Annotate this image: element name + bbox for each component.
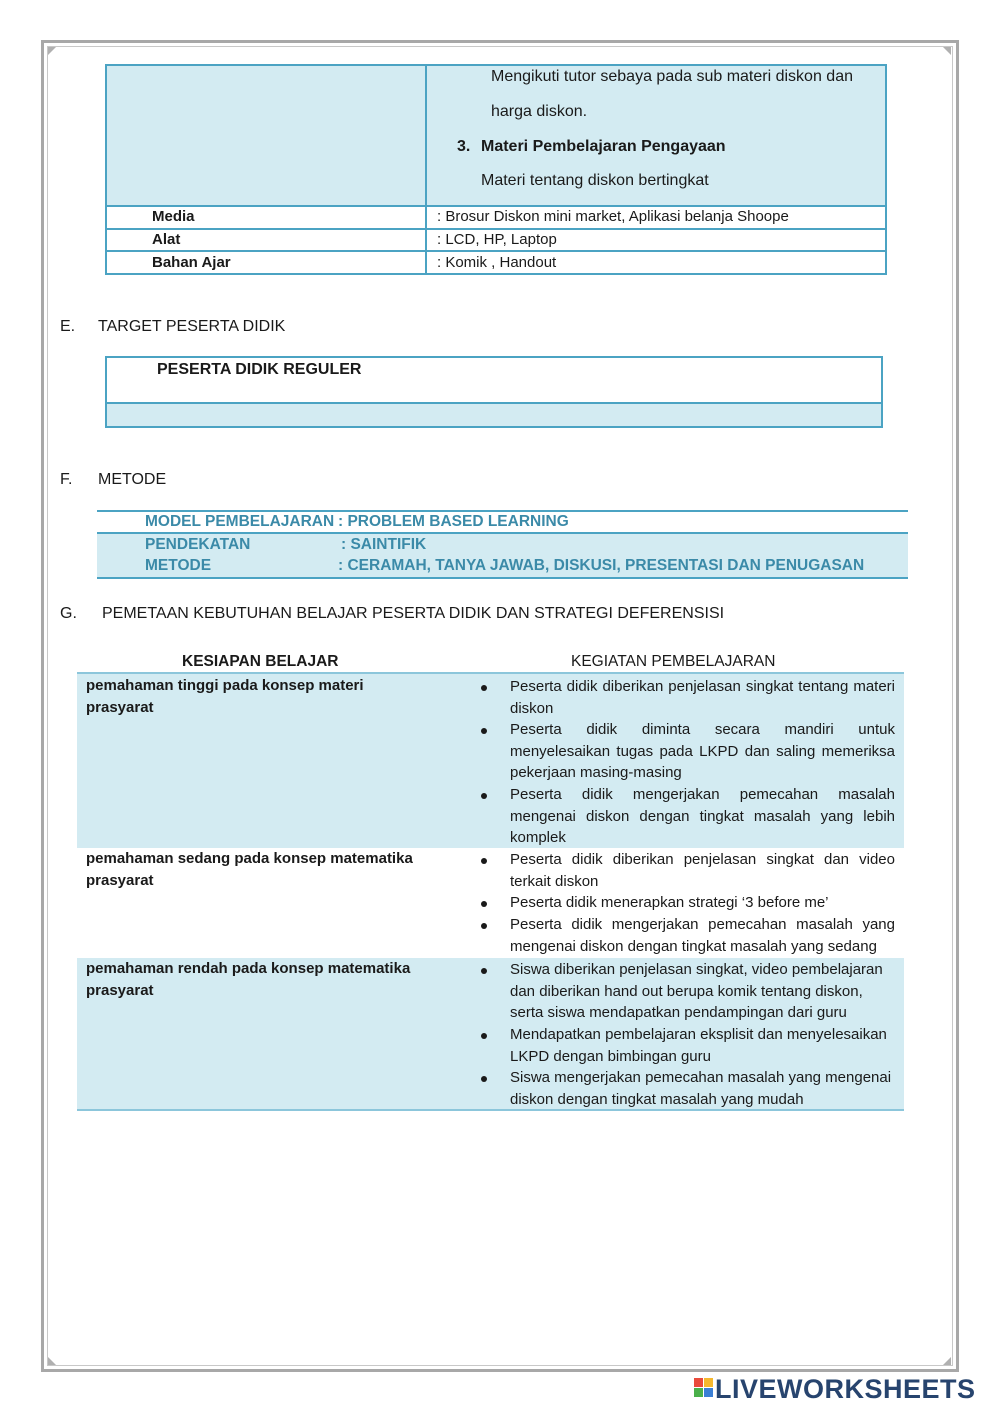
col-header-kesiapan: KESIAPAN BELAJAR xyxy=(182,653,339,670)
logo-square-icon xyxy=(694,1378,703,1387)
pendekatan-value: : SAINTIFIK xyxy=(341,536,427,553)
activity-item: Peserta didik menerapkan strategi ‘3 before me’ xyxy=(510,894,829,911)
pendekatan-label: PENDEKATAN xyxy=(145,536,251,553)
bullet-icon xyxy=(481,901,487,907)
activity-item: Peserta didik diberikan penjelasan singkat tentang materi diskon xyxy=(510,678,895,717)
materi-item-number: 3. xyxy=(457,138,471,155)
logo-square-icon xyxy=(704,1388,713,1397)
readiness-text: pemahaman rendah pada konsep matematika xyxy=(86,960,411,977)
metode-value: : CERAMAH, TANYA JAWAB, DISKUSI, PRESENTASI DAN PENUGASAN xyxy=(338,557,865,574)
table-bottom-rule xyxy=(77,1109,904,1111)
bahan-ajar-label: Bahan Ajar xyxy=(152,254,231,271)
bullet-icon xyxy=(481,968,487,974)
activity-item: Peserta didik diminta secara mandiri untuk menyelesaikan tugas pada LKPD dan saling memeriksa pekerjaan masing-masing xyxy=(510,721,895,781)
materi-left-cell xyxy=(105,64,427,207)
bullet-icon xyxy=(481,858,487,864)
logo-square-icon xyxy=(704,1378,713,1387)
section-f-letter: F. xyxy=(60,471,73,488)
bullet-icon xyxy=(481,728,487,734)
alat-label: Alat xyxy=(152,231,181,248)
alat-value: : LCD, HP, Laptop xyxy=(437,231,557,248)
media-label: Media xyxy=(152,208,195,225)
metode-rule-top xyxy=(97,510,908,512)
corner-ornament xyxy=(943,47,951,55)
materi-item-text: Materi tentang diskon bertingkat xyxy=(481,172,709,189)
section-g-title: PEMETAAN KEBUTUHAN BELAJAR PESERTA DIDIK DAN STRATEGI DEFERENSISI xyxy=(102,605,725,622)
model-value: : PROBLEM BASED LEARNING xyxy=(338,513,569,530)
bullet-icon xyxy=(481,1076,487,1082)
section-e-title: TARGET PESERTA DIDIK xyxy=(98,318,286,335)
col-header-kegiatan: KEGIATAN PEMBELAJARAN xyxy=(571,653,776,670)
corner-ornament xyxy=(943,1357,951,1365)
readiness-text: prasyarat xyxy=(86,982,154,999)
metode-rule-mid xyxy=(97,532,908,534)
activity-item: Peserta didik diberikan penjelasan singkat dan video terkait diskon xyxy=(510,851,895,890)
readiness-text: prasyarat xyxy=(86,699,154,716)
logo-square-icon xyxy=(694,1388,703,1397)
activity-item: Peserta didik mengerjakan pemecahan masalah mengenai diskon dengan tingkat masalah yang lebih komplek xyxy=(510,786,895,846)
target-box-fill xyxy=(105,402,883,428)
activity-item: Siswa mengerjakan pemecahan masalah yang mengenai diskon dengan tingkat masalah yang mudah xyxy=(510,1069,892,1108)
materi-line: harga diskon. xyxy=(491,103,588,120)
readiness-text: pemahaman tinggi pada konsep materi xyxy=(86,677,364,694)
materi-item-title: Materi Pembelajaran Pengayaan xyxy=(481,138,726,155)
media-value: : Brosur Diskon mini market, Aplikasi belanja Shoope xyxy=(437,208,789,225)
corner-ornament xyxy=(48,1357,56,1365)
bullet-icon xyxy=(481,1033,487,1039)
readiness-text: pemahaman sedang pada konsep matematika xyxy=(86,850,413,867)
readiness-text: prasyarat xyxy=(86,872,154,889)
metode-label: METODE xyxy=(145,557,212,574)
bullet-icon xyxy=(481,793,487,799)
model-label: MODEL PEMBELAJARAN xyxy=(145,513,335,530)
bullet-icon xyxy=(481,685,487,691)
activity-item: Peserta didik mengerjakan pemecahan masalah yang mengenai diskon dengan tingkat masalah yang sedang xyxy=(510,916,895,955)
section-f-title: METODE xyxy=(98,471,167,488)
section-e-letter: E. xyxy=(60,318,76,335)
corner-ornament xyxy=(48,47,56,55)
activity-item: Mendapatkan pembelajaran eksplisit dan menyelesaikan LKPD dengan bimbingan guru xyxy=(510,1026,887,1065)
target-label: PESERTA DIDIK REGULER xyxy=(157,361,362,378)
brand-text: LIVEWORKSHEETS xyxy=(715,1374,976,1404)
bullet-icon xyxy=(481,923,487,929)
materi-line: Mengikuti tutor sebaya pada sub materi diskon dan xyxy=(491,68,853,85)
bahan-ajar-value: : Komik , Handout xyxy=(437,254,557,271)
section-g-letter: G. xyxy=(60,605,77,622)
activity-item: Siswa diberikan penjelasan singkat, video pembelajaran dan diberikan hand out berupa komik tentang diskon, serta siswa mendapatkan pendampingan dari guru xyxy=(510,961,883,1021)
metode-rule-bottom xyxy=(97,577,908,579)
